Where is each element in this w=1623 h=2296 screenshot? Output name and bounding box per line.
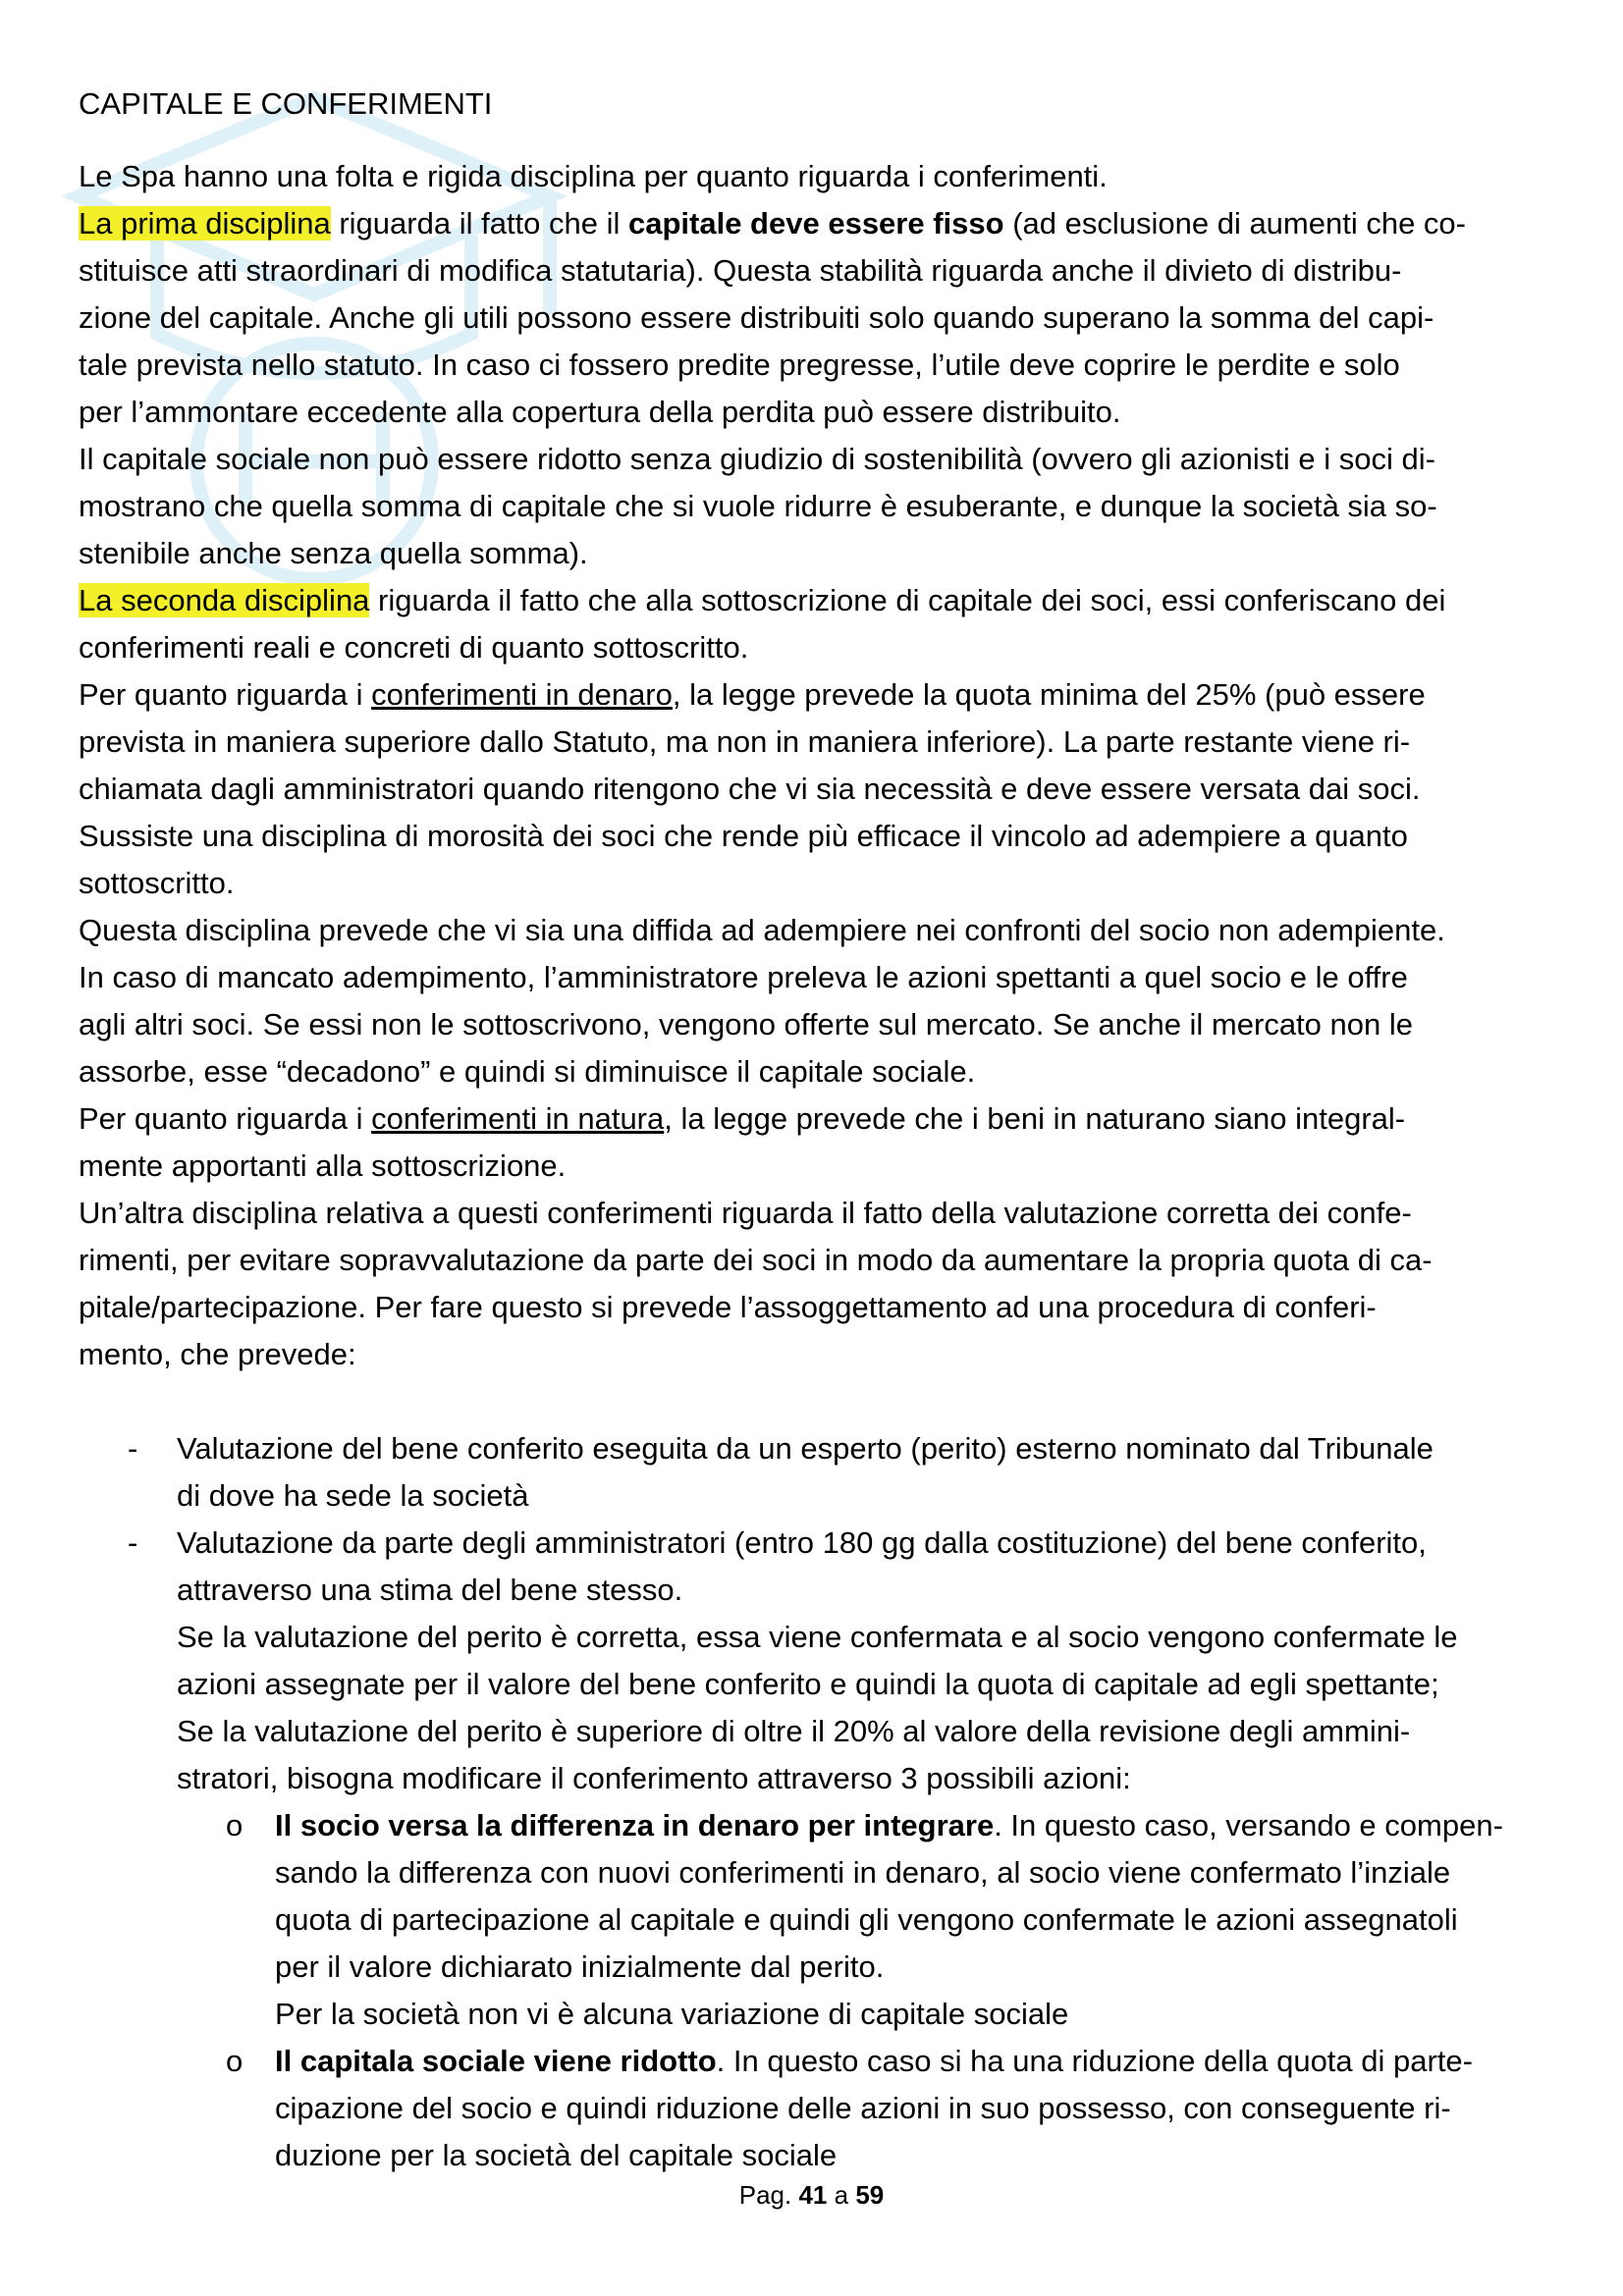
paragraph-diffida <box>79 907 1551 1095</box>
text-line: zione del capitale. Anche gli utili possono essere distribuiti solo quando superano la somma del capi- <box>79 300 1434 335</box>
text-line: attraverso una stima del bene stesso. <box>177 1573 683 1607</box>
highlighted-text: La prima disciplina <box>79 206 331 240</box>
text-line: mente apportanti alla sottoscrizione. <box>79 1148 567 1183</box>
page-footer: Pag. 41 a 59 <box>738 2180 885 2210</box>
paragraph-intro <box>79 153 1551 200</box>
total-page-count: 59 <box>855 2180 885 2210</box>
text-line: tale prevista nello statuto. In caso ci fossero predite pregresse, l’utile deve coprire le perdite e solo <box>79 347 1400 382</box>
text-line: duzione per la società del capitale sociale <box>275 2138 838 2172</box>
text-line: pitale/partecipazione. Per fare questo si prevede l’assoggettamento ad una procedura di conferi- <box>79 1290 1377 1324</box>
list-item <box>79 1425 1551 1520</box>
list-item <box>79 1520 1551 1802</box>
spacer <box>79 1378 1551 1425</box>
document-body <box>79 80 1551 2179</box>
text-line: Valutazione del bene conferito eseguita da un esperto (perito) esterno nominato dal Tribunale <box>177 1431 1434 1466</box>
text-line: sando la differenza con nuovi conferimenti in denaro, al socio viene confermato l’inziale <box>275 1855 1451 1890</box>
text-line: In caso di mancato adempimento, l’amministratore preleva le azioni spettanti a quel socio e le offre <box>79 960 1408 994</box>
text-line: rimenti, per evitare sopravvalutazione da parte dei soci in modo da aumentare la propria quota di ca- <box>79 1243 1433 1277</box>
text-line: azioni assegnate per il valore del bene conferito e quindi la quota di capitale ad egli spettante; <box>177 1667 1439 1701</box>
text-line: mostrano che quella somma di capitale che si vuole ridurre è esuberante, e dunque la società sia so- <box>79 489 1437 523</box>
paragraph-riduzione-capitale <box>79 436 1551 577</box>
text-line: sottoscritto. <box>79 866 235 900</box>
text-line: Questa disciplina prevede che vi sia una diffida ad adempiere nei confronti del socio non adempiente. <box>79 913 1445 947</box>
paragraph-conferimenti-denaro: Per quanto riguarda i conferimenti in denaro, la legge prevede la quota minima del 25% (può essere prevista in maniera superiore dallo Statuto, ma non in maniera inferiore). La parte restante viene ri- chiamata dagli amministratori quando ritengono che vi sia necessità e deve essere versata dai soci. Sussiste una disciplina di morosità dei soci che rende più efficace il vincolo ad adempiere a quanto sottoscritto. <box>79 671 1551 907</box>
paragraph-conferimenti-natura: Per quanto riguarda i conferimenti in natura, la legge prevede che i beni in naturano siano integral- mente apportanti alla sottoscrizione. <box>79 1095 1551 1190</box>
text-line: stituisce atti straordinari di modifica statutaria). Questa stabilità riguarda anche il divieto di distribu- <box>79 253 1402 288</box>
section-title: CAPITALE E CONFERIMENTI <box>79 86 493 121</box>
text-line: Se la valutazione del perito è superiore di oltre il 20% al valore della revisione degli ammini- <box>177 1714 1411 1748</box>
sub-list-item: o Il capitala sociale viene ridotto. In questo caso si ha una riduzione della quota di parte- cipazione del socio e quindi riduzione delle azioni in suo possesso, con conseguente ri- duzione per la società del capitale sociale <box>79 2038 1551 2179</box>
text-line: Sussiste una disciplina di morosità dei soci che rende più efficace il vincolo ad adempiere a quanto <box>79 819 1408 853</box>
text-line: Le Spa hanno una folta e rigida disciplina per quanto riguarda i conferimenti. <box>79 159 1108 193</box>
bold-text: capitale deve essere fisso <box>628 206 1004 240</box>
text-line: Per la società non vi è alcuna variazione di capitale sociale <box>275 1997 1069 2031</box>
bold-text: Il capitala sociale viene ridotto <box>275 2044 717 2078</box>
text-line: per il valore dichiarato inizialmente dal perito. <box>275 1949 885 1984</box>
dash-marker: - <box>128 1525 138 1560</box>
bold-text: Il socio versa la differenza in denaro per integrare <box>275 1808 995 1842</box>
sub-list-item: o Il socio versa la differenza in denaro per integrare. In questo caso, versando e compen- sando la differenza con nuovi conferimenti in denaro, al socio viene confermato l’inziale quota di partecipazione al capitale e quindi gli vengono confermate le azioni assegnatoli per il valore dichiarato inizialmente dal perito. Per la società non vi è alcuna variazione di capitale sociale <box>79 1802 1551 2038</box>
text-line: mento, che prevede: <box>79 1337 356 1371</box>
highlighted-text: La seconda disciplina <box>79 583 370 617</box>
text-line: chiamata dagli amministratori quando ritengono che vi sia necessità e deve essere versata dai soci. <box>79 772 1421 806</box>
text-line: di dove ha sede la società <box>177 1478 529 1513</box>
underlined-text: conferimenti in natura <box>371 1101 665 1136</box>
circle-bullet-marker: o <box>226 1808 243 1842</box>
text-line: conferimenti reali e concreti di quanto sottoscritto. <box>79 630 749 665</box>
text-line: stratori, bisogna modificare il conferimento attraverso 3 possibili azioni: <box>177 1761 1131 1795</box>
text-line: per l’ammontare eccedente alla copertura della perdita può essere distribuito. <box>79 395 1121 429</box>
paragraph-valutazione <box>79 1190 1551 1378</box>
text-line: agli altri soci. Se essi non le sottoscrivono, vengono offerte sul mercato. Se anche il mercato non le <box>79 1007 1413 1041</box>
underlined-text: conferimenti in denaro <box>371 677 673 712</box>
text-line: Un’altra disciplina relativa a questi conferimenti riguarda il fatto della valutazione corretta dei confe- <box>79 1196 1412 1230</box>
paragraph-prima-disciplina: La prima disciplina riguarda il fatto che il capitale deve essere fisso (ad esclusione di aumenti che co- stituisce atti straordinari di modifica statutaria). Questa stabilità riguarda anche il divieto di distribu- zione del capitale. Anche gli utili possono essere distribuiti solo quando superano la somma del capi- tale prevista nello statuto. In caso ci fossero predite pregresse, l’utile deve coprire le perdite e solo per l’ammontare eccedente alla copertura della perdita può essere distribuito. <box>79 200 1551 436</box>
paragraph-seconda-disciplina: La seconda disciplina riguarda il fatto che alla sottoscrizione di capitale dei soci, essi conferiscano dei conferimenti reali e concreti di quanto sottoscritto. <box>79 577 1551 671</box>
text-line: assorbe, esse “decadono” e quindi si diminuisce il capitale sociale. <box>79 1054 976 1089</box>
text-line: stenibile anche senza quella somma). <box>79 536 588 570</box>
current-page-number: 41 <box>798 2180 828 2210</box>
text-line: Valutazione da parte degli amministratori (entro 180 gg dalla costituzione) del bene conferito, <box>177 1525 1427 1560</box>
text-line: cipazione del socio e quindi riduzione delle azioni in suo possesso, con conseguente ri- <box>275 2091 1451 2125</box>
text-line: prevista in maniera superiore dallo Statuto, ma non in maniera inferiore). La parte restante viene ri- <box>79 724 1411 759</box>
circle-bullet-marker: o <box>226 2044 243 2078</box>
text-line: Se la valutazione del perito è corretta, essa viene confermata e al socio vengono confermate le <box>177 1620 1458 1654</box>
text-line: quota di partecipazione al capitale e quindi gli vengono confermate le azioni assegnatoli <box>275 1902 1458 1937</box>
dash-marker: - <box>128 1431 138 1466</box>
text-line: Il capitale sociale non può essere ridotto senza giudizio di sostenibilità (ovvero gli azionisti e i soci di- <box>79 442 1435 476</box>
